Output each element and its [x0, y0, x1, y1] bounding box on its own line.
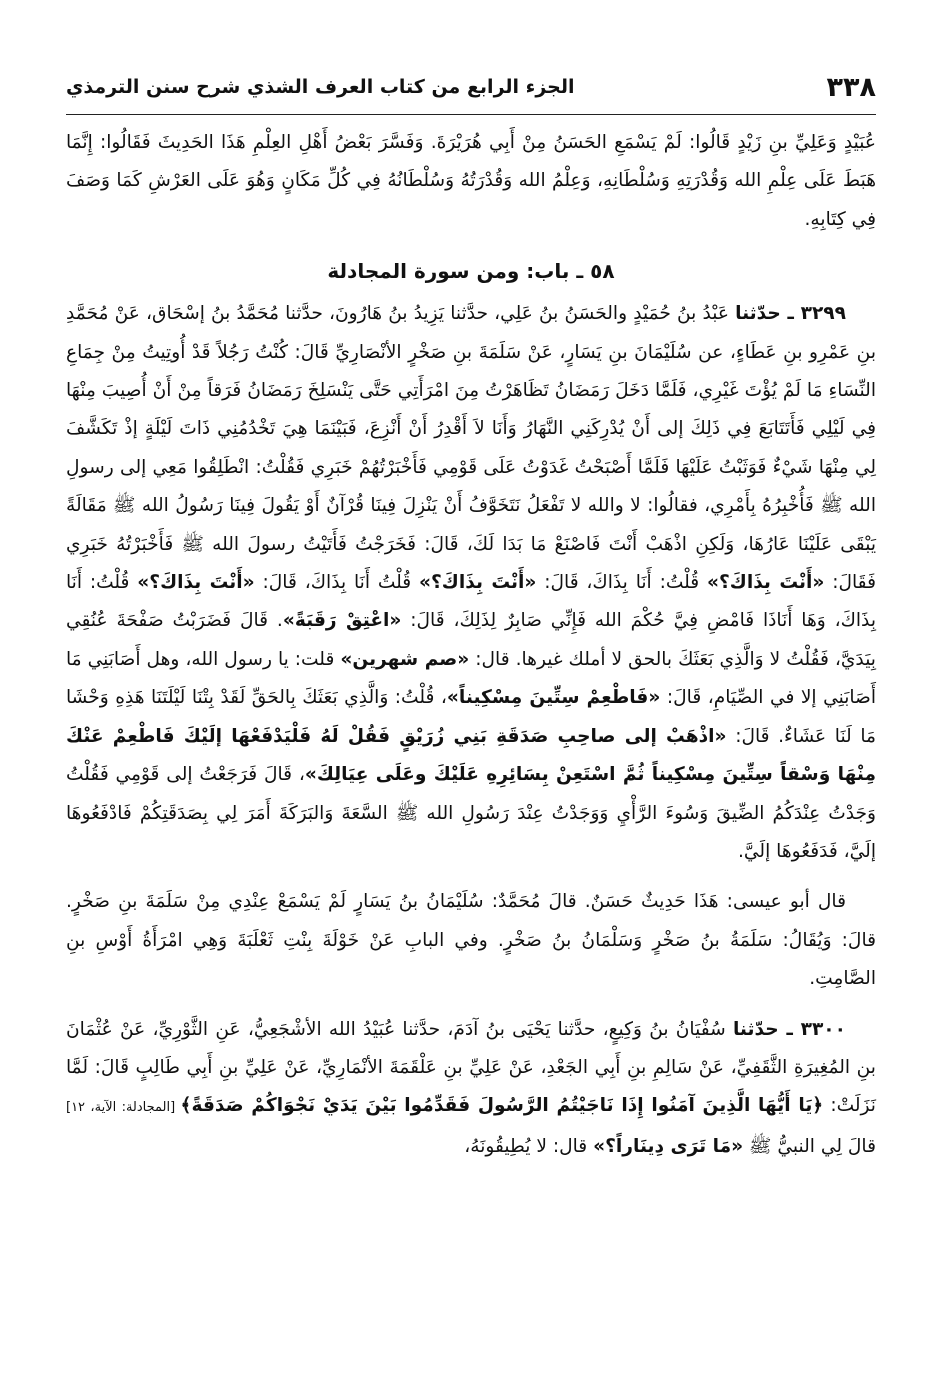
intro-paragraph: عُبَيْدٍ وَعَلِيِّ بنِ زَيْدٍ قَالُوا: لَمْ يَسْمَعِ الحَسَنُ مِنْ أَبِي هُرَيْرَةَ. وَفَسَّرَ بَعْضُ أَهْلِ العِلْمِ هَذَا الحَدِيثَ فَقَالُوا: إِنَّمَا هَبَطَ عَلَى عِلْمِ الله وَقُدْرَتِهِ وَسُلْطَانِهِ، وَعِلْمُ الله وَقُدْرَتُهُ وَسُلْطَانُهُ فِي كُلِّ مَكَانٍ وَهُوَ عَلَى العَرْشِ كَمَا وَصَفَ فِي كِتَابِهِ. [66, 132, 876, 230]
hadith-3299-text: ، قُلْتُ: وَالَّذِي بَعَثَكَ بِالحَقِّ لَقَدْ بِتْنَا لَيْلَتَنَا هَذِهِ وَحْشَا مَا لَنَا عَشَاءٌ. قَالَ: [66, 687, 876, 747]
prophet-quote-6: «فَاطْعِمْ سِتِّينَ مِسْكِيناً» [446, 687, 661, 709]
running-title: الجزء الرابع من كتاب العرف الشذي شرح سنن الترمذي [66, 76, 575, 98]
page-body [66, 124, 876, 1166]
chapter-heading: ٥٨ ـ باب: ومن سورة المجادلة [327, 259, 615, 284]
prophet-quote-3: «أَنْتَ بِذَاكَ؟» [137, 572, 255, 594]
hadith-3300 [66, 1011, 876, 1167]
hadith-3299-text: عَبْدُ بنُ حُمَيْدٍ والحَسَنُ بنُ عَلِي، حدَّثنا يَزِيدُ بنُ هَارُونَ، حدَّثنا مُحَمَّدُ بنُ إسْحَاق، عَنْ مُحَمَّدِ بنِ عَمْرِو بنِ عَطَاءٍ، عن سُلَيْمَانَ بنِ يَسَارٍ، عَنْ سَلَمَةَ بنِ صَخْرٍ الأنْصَارِيِّ قَالَ: كُنْتُ رَجُلاً قَدْ أُوتِيتُ مِنْ جِمَاعِ النِّسَاءِ مَا لَمْ يُؤْتَ غَيْرِي، فَلَمَّا دَخَلَ رَمَضَانُ تَظَاهَرْتُ مِنَ امْرَأَتِي حَتَّى يَنْسَلِخَ رَمَضَانُ فَرَقاً مِنْ أَنْ أُصِيبَ مِنْهَا فِي لَيْلِي فَأَتَتَابَعَ فِي ذَلِكَ إلى أَنْ يُدْرِكَنِي النَّهَارُ وَأَنَا لاَ أَقْدِرُ أَنْ أَنْزِعَ، فَبَيْنَمَا هِيَ تَخْدُمُنِي ذَاتَ لَيْلَةٍ إذْ تَكَشَّفَ لِي مِنْهَا شَيْءٌ فَوَثَبْتُ عَلَيْهَا فَلَمَّا أَصْبَحْتُ غَدَوْتُ عَلَى قَوْمِي فَأَخْبَرْتُهُمْ خَبَرِي فَقُلْتُ: انْطَلِقُوا مَعِي إلى رسولِ الله ﷺ فَأُخْبِرُهُ بِأَمْرِي، فقالُوا: لا والله لا تَفْعَلُ نَتَخَوَّفُ أَنْ يَنْزِلَ فِينَا قُرْآنٌ أَوْ يَقُولَ فِينَا رَسُولُ الله ﷺ مَقَالَةً يَبْقَى عَلَيْنَا عَارُهَا، وَلَكِنِ اذْهَبْ أَنْتَ فَاصْنَعْ مَا بَدَا لَكَ، قَالَ: فَخَرَجْتُ فَأَتَيْتُ رسولَ الله ﷺ فَأَخْبَرْتُهُ خَبَرِي فَقَالَ: [66, 303, 876, 594]
page-number: ٣٣٨ [826, 71, 876, 103]
page-header [66, 66, 876, 108]
hadith-3299-text: قلت: يا رسول الله، وهل أَصَابَنِي مَا أَصَابَنِي إلا في الصِّيَامِ، قَالَ: [66, 648, 876, 709]
prophet-quote-1: «أَنْتَ بِذَاكَ؟» [706, 572, 825, 594]
hadith-3299-text: قُلْتُ: أَنَا بِذَاكَ، وَهَا أَنَاذَا فَامْضِ فِيَّ حُكْمَ الله فَإِنِّي صَابِرٌ لِذَلِكَ، قَالَ: [66, 572, 876, 632]
hadith-3299 [66, 295, 876, 871]
prophet-quote-2: «أَنْتَ بِذَاكَ؟» [419, 572, 537, 594]
quran-verse: ﴿يَا أَيُّهَا الَّذِينَ آمَنُوا إِذَا نَاجَيْتُمُ الرَّسُولَ فَقَدِّمُوا بَيْنَ يَدَيْ نَجْوَاكُمْ صَدَقَةً﴾ [180, 1095, 824, 1117]
abu-isa-comment: قال أبو عيسى: هَذَا حَدِيثٌ حَسَنٌ. قالَ مُحَمَّدٌ: سُلَيْمَانُ بنُ يَسَارٍ لَمْ يَسْمَعْ عِنْدِي مِنْ سَلَمَةَ بنِ صَخْرٍ. قالَ: وَيُقَالُ: سَلَمَةُ بنُ صَخْرٍ وَسَلْمَانُ بنُ صَخْرٍ. وفي البابِ عَنْ خَوْلَةَ بِنْتِ ثَعْلَبَةَ وَهِي امْرَأَةُ أَوْسِ بنِ الصَّامِتِ. [66, 891, 876, 990]
hadith-3299-text: قُلْتُ: أَنَا بِذَاكَ، قَالَ: [536, 572, 707, 594]
prophet-quote-8: «مَا تَرَى دِينَاراً؟» [593, 1135, 744, 1157]
hadith-number-3299: ٣٢٩٩ ـ حدّثنا [735, 303, 846, 325]
verse-reference: [المجادلة: الآية، ١٢] [66, 1100, 181, 1116]
prophet-quote-7: «اذْهَبْ إلى صاحِبِ صَدَقَةِ بَنِي زُرَيْقٍ فَقُلْ لَهُ فَلْيَدْفَعْهَا إلَيْكَ فَاطْعِمْ عَنْكَ مِنْهَا وَسْقاً سِتِّينَ مِسْكِيناً ثُمَّ اسْتَعِنْ بِسَائِرِهِ عَلَيْكَ وعَلَى عِيَالِكَ» [66, 725, 876, 786]
header-divider [66, 114, 876, 115]
hadith-3299-text: ، قَالَ فَرَجَعْتُ إلى قَوْمِي فَقُلْتُ وَجَدْتُ عِنْدَكُمُ الضِّيقَ وَسُوءَ الرَّأْيِ وَوَجَدْتُ عِنْدَ رَسُولِ الله ﷺ السَّعَةَ وَالبَرَكَةَ أَمَرَ لِي بِصَدَقَتِكُمْ فَادْفَعُوهَا إلَيَّ، فَدَفَعُوهَا إلَيَّ. [66, 764, 876, 862]
hadith-3299-text: . قَالَ فَضَرَبْتُ صَفْحَةَ عُنُقِي بِيَدَيَّ، فَقُلْتُ لا وَالَّذِي بَعَثَكَ بالحق لا أملك غيرها. قال: [66, 610, 876, 670]
hadith-3299-text: قُلْتُ أَنَا بِذَاكَ، قَالَ: [254, 572, 419, 594]
hadith-3300-text: قال: لا يُطِيقُونَهُ، [464, 1135, 594, 1157]
prophet-quote-5: «صم شهرين» [340, 648, 470, 670]
hadith-number-3300: ٣٣٠٠ ـ حدّثنا [732, 1018, 847, 1040]
hadith-3300-text: سُفْيَانُ بنُ وَكِيعٍ، حدَّثنا يَحْيَى بنُ آدَمَ، حدَّثنا عُبَيْدُ الله الأشْجَعِيُّ، عَنِ الثَّوْرِيِّ، عَنْ عُثْمَانَ بنِ المُغِيرَةِ الثَّقَفِيِّ، عَنْ سَالِمِ بنِ أَبِي الجَعْدِ، عَنْ عَلِيِّ بنِ عَلْقَمَةَ الأنْمَارِيِّ، عَنْ عَلِيِّ بنِ أَبِي طَالِبٍ قَالَ: لَمَّا نَزَلَتْ: [66, 1018, 876, 1117]
hadith-3300-text: قالَ لِي النبيُّ ﷺ [743, 1135, 876, 1157]
prophet-quote-4: «اعْتِقْ رَقَبَةً» [282, 610, 402, 632]
